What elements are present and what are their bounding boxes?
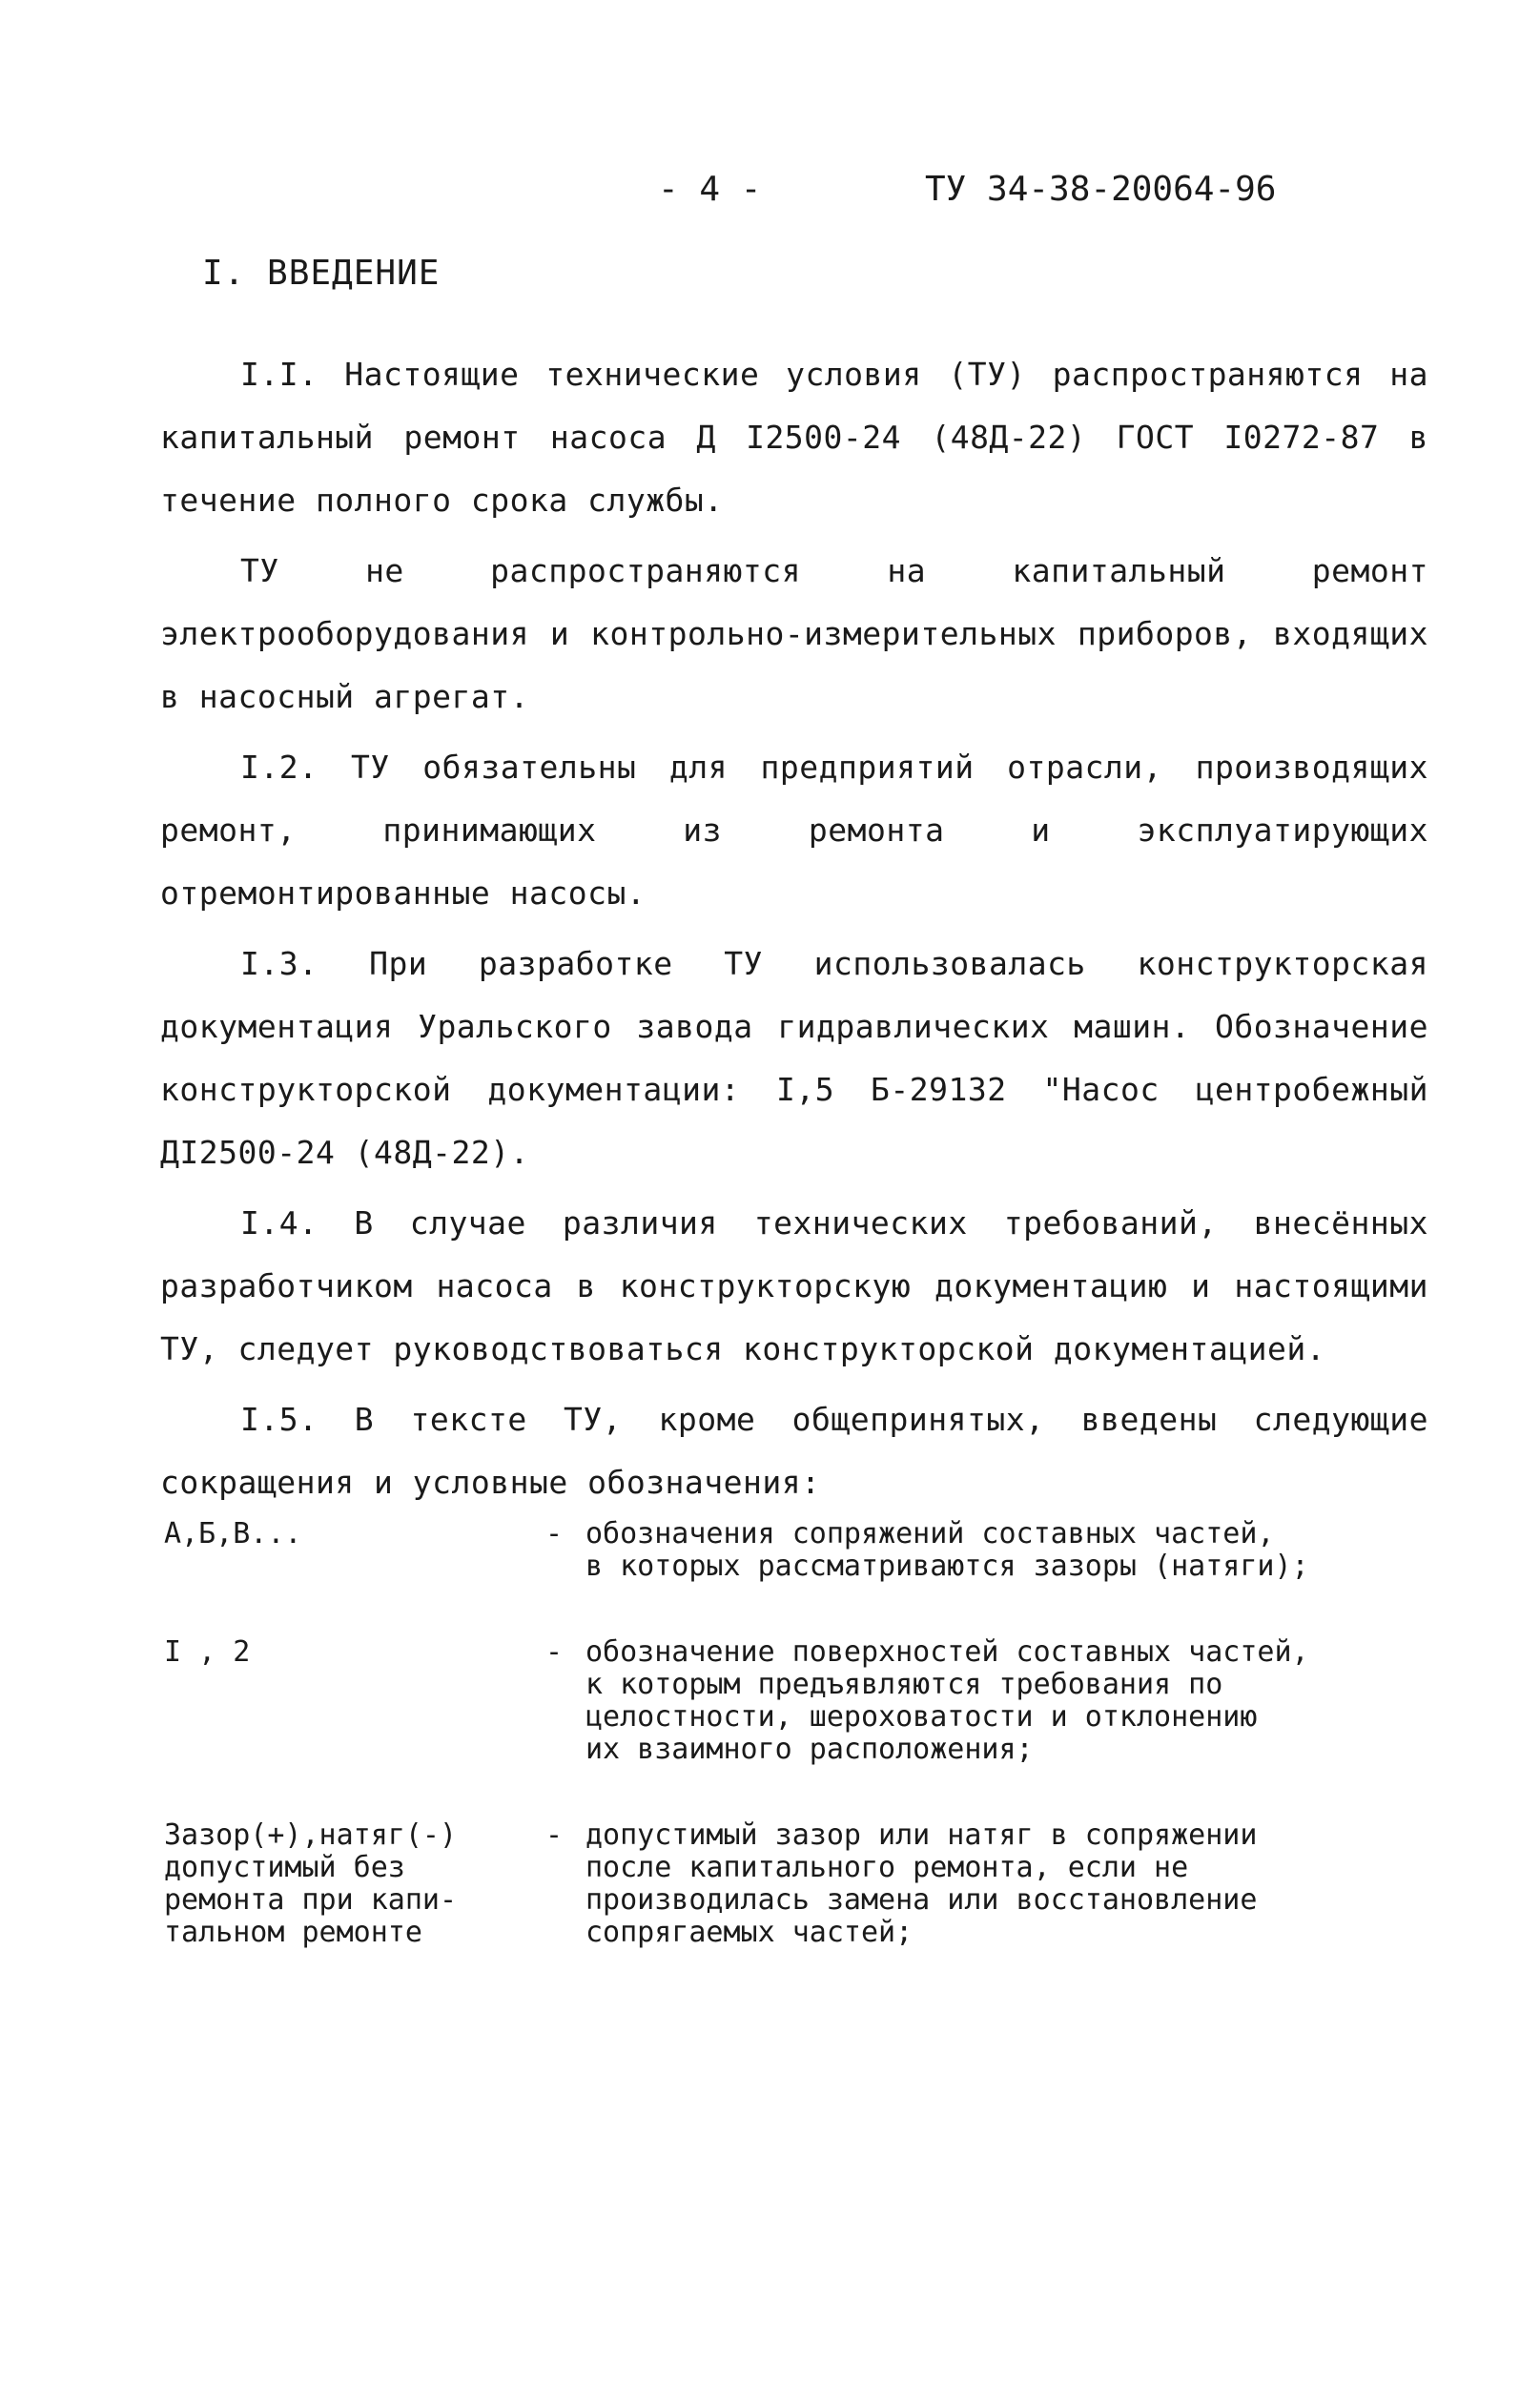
abbreviation-description: обозначения сопряжений составных частей, в которых рассматриваются зазоры (натяги);: [585, 1517, 1309, 1583]
paragraph-1-1: I.I. Настоящие технические условия (ТУ) распространяются на капитальный ремонт насоса Д I2500-24 (48Д-22) ГОСТ I0272-87 в течение полного срока службы.: [160, 356, 1428, 519]
abbreviation-term: I , 2: [164, 1635, 251, 1669]
abbreviation-row: [164, 1636, 1442, 1766]
abbreviation-description: обозначение поверхностей составных частей, к которым предъявляются требования по целостности, шероховатости и отклонению их взаимного расположения;: [585, 1635, 1309, 1766]
paragraph-1-1-note: ТУ не распространяются на капитальный ремонт электрооборудования и контрольно-измерительных приборов, входящих в насосный агрегат.: [160, 552, 1428, 715]
abbreviation-dash: -: [545, 1517, 564, 1550]
page-number: - 4 -: [658, 170, 762, 209]
abbreviation-term: Зазор(+),натяг(-) допустимый без ремонта при капи- тальном ремонте: [164, 1818, 458, 1949]
page-header: [0, 170, 1540, 227]
abbreviation-dash: -: [545, 1818, 564, 1852]
abbreviations-list: [164, 1518, 1442, 2002]
paragraph-1-2: I.2. ТУ обязательны для предприятий отрасли, производящих ремонт, принимающих из ремонта и эксплуатирующих отремонтированные насосы.: [160, 749, 1428, 912]
abbreviation-row: [164, 1819, 1442, 1949]
abbreviation-dash: -: [545, 1635, 564, 1669]
section-title: I. ВВЕДЕНИЕ: [202, 254, 441, 293]
abbreviation-term: А,Б,В...: [164, 1517, 302, 1550]
document-code: ТУ 34-38-20064-96: [925, 170, 1277, 209]
abbreviation-description: допустимый зазор или натяг в сопряжении после капитального ремонта, если не производилась замена или восстановление сопрягаемых частей;: [585, 1818, 1258, 1949]
paragraph-1-3: I.3. При разработке ТУ использовалась конструкторская документация Уральского завода гидравлических машин. Обозначение конструкторской документации: I,5 Б-29132 "Насос центробежный ДI2500-24 (48Д-22).: [160, 945, 1428, 1171]
abbreviation-row: [164, 1518, 1442, 1583]
paragraph-1-5: I.5. В тексте ТУ, кроме общепринятых, введены следующие сокращения и условные обозначения:: [160, 1401, 1428, 1501]
body-text: [160, 343, 1428, 1522]
paragraph-1-4: I.4. В случае различия технических требований, внесённых разработчиком насоса в конструкторскую документацию и настоящими ТУ, следует руководствоваться конструкторской документацией.: [160, 1204, 1428, 1367]
